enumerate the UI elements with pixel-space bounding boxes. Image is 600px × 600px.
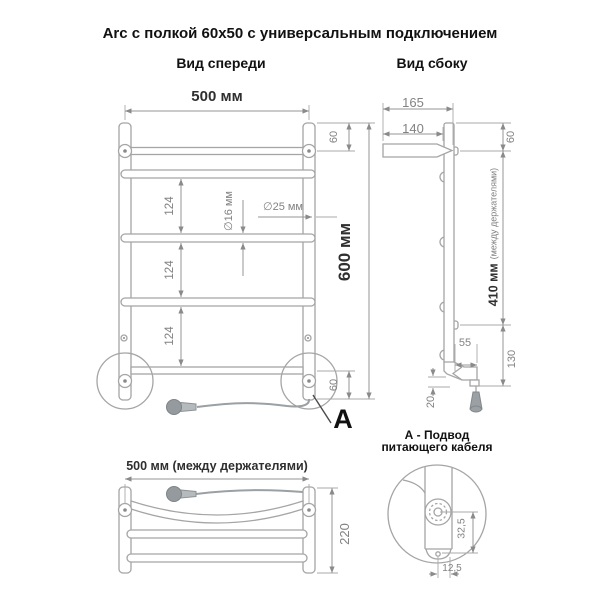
dim-front-bottom-offset: 60 (328, 378, 341, 392)
dim-side-foot: 20 (425, 395, 438, 409)
dim-side-cable-offset: 55 (458, 337, 472, 349)
dim-front-top-offset: 60 (328, 130, 341, 144)
side-view-title: Вид сбоку (396, 55, 468, 71)
dim-side-bottom-span: 130 (506, 349, 519, 369)
arc-bar (131, 501, 303, 523)
dim-post-diameter: ∅25 мм (263, 201, 303, 213)
heating-bar-2 (121, 234, 315, 242)
front-view-title: Вид спереди (176, 55, 266, 71)
dim-side-bracket-span: 410 мм (между держателями) (486, 167, 501, 307)
callout-a-label: A (333, 404, 353, 434)
dim-bottom-depth: 220 (336, 523, 352, 545)
plug-connector (181, 403, 196, 412)
top-bar (131, 148, 303, 155)
dim-tube-diameter: ∅16 мм (223, 191, 236, 231)
heating-bar-1 (121, 170, 315, 178)
shelf (383, 144, 452, 157)
detail-a-view (388, 465, 486, 578)
dim-front-width: 500 мм (191, 88, 243, 105)
detail-caption-line2: питающего кабеля (381, 440, 493, 454)
dim-detail-vertical: 32,5 (455, 518, 468, 539)
left-post (119, 123, 131, 400)
dim-detail-horizontal: 12,5 (442, 563, 462, 574)
dim-bar-spacing-1: 124 (163, 196, 176, 216)
shelf-bar-2 (127, 554, 307, 562)
dim-front-height: 600 мм (334, 222, 354, 282)
page-title: Arc с полкой 60x50 с универсальным подключением (102, 25, 498, 42)
heating-bar-3 (121, 298, 315, 306)
detail-circle (388, 465, 486, 563)
dim-bar-spacing-3: 124 (163, 326, 176, 346)
top-down-view (119, 479, 339, 573)
dim-bar-spacing-2: 124 (163, 260, 176, 280)
dim-side-depth-total: 165 (402, 95, 424, 110)
cable-gland (426, 549, 451, 559)
bottom-bar (131, 367, 303, 374)
detail-caption-line1: А - Подвод (404, 428, 470, 442)
plug-head (167, 400, 182, 415)
shelf-bar-1 (127, 530, 307, 538)
side-post (444, 123, 454, 364)
right-post (303, 123, 315, 400)
dim-side-shelf-depth: 140 (402, 121, 424, 136)
dim-side-top-offset: 60 (505, 130, 518, 144)
power-cable-top (196, 490, 303, 494)
dim-bottom-width: 500 мм (между держателями) (126, 459, 308, 473)
